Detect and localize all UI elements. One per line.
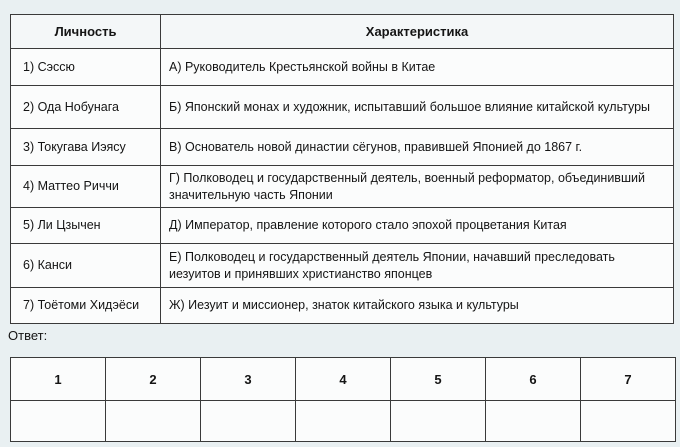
answer-label: Ответ:	[8, 328, 48, 343]
table-row	[11, 86, 674, 129]
answer-number: 5	[391, 358, 486, 401]
answer-cell-7[interactable]	[581, 401, 676, 442]
answer-number-row	[11, 358, 676, 401]
characteristic-cell: Е) Полководец и государственный деятель Японии, начавший преследовать иезуитов и принявших христианство японцев	[161, 244, 674, 288]
answer-grid	[10, 357, 676, 442]
table-row	[11, 288, 674, 324]
characteristic-cell: Г) Полководец и государственный деятель, военный реформатор, объединивший значительную часть Японии	[161, 166, 674, 208]
characteristic-cell: Б) Японский монах и художник, испытавший большое влияние китайской культуры	[161, 86, 674, 129]
answer-cell-3[interactable]	[201, 401, 296, 442]
table-row	[11, 208, 674, 244]
answer-input-row	[11, 401, 676, 442]
characteristic-cell: Д) Император, правление которого стало эпохой процветания Китая	[161, 208, 674, 244]
table-row	[11, 129, 674, 166]
table-header-row	[11, 15, 674, 49]
answer-number: 3	[201, 358, 296, 401]
characteristic-cell: А) Руководитель Крестьянской войны в Китае	[161, 49, 674, 86]
table-row	[11, 49, 674, 86]
answer-number: 4	[296, 358, 391, 401]
header-person: Личность	[11, 15, 161, 49]
person-cell: 4) Маттео Риччи	[11, 166, 161, 208]
answer-number: 2	[106, 358, 201, 401]
answer-cell-2[interactable]	[106, 401, 201, 442]
characteristic-cell: Ж) Иезуит и миссионер, знаток китайского языка и культуры	[161, 288, 674, 324]
person-cell: 1) Сэссю	[11, 49, 161, 86]
answer-cell-5[interactable]	[391, 401, 486, 442]
characteristic-cell: В) Основатель новой династии сёгунов, правившей Японией до 1867 г.	[161, 129, 674, 166]
person-cell: 3) Токугава Иэясу	[11, 129, 161, 166]
answer-cell-1[interactable]	[11, 401, 106, 442]
table-row	[11, 244, 674, 288]
answer-cell-6[interactable]	[486, 401, 581, 442]
person-cell: 5) Ли Цзычен	[11, 208, 161, 244]
person-cell: 7) Тоётоми Хидэёси	[11, 288, 161, 324]
header-characteristic: Характеристика	[161, 15, 674, 49]
answer-number: 6	[486, 358, 581, 401]
person-cell: 6) Канси	[11, 244, 161, 288]
answer-number: 7	[581, 358, 676, 401]
answer-number: 1	[11, 358, 106, 401]
matching-table	[10, 14, 674, 324]
table-row	[11, 166, 674, 208]
answer-cell-4[interactable]	[296, 401, 391, 442]
person-cell: 2) Ода Нобунага	[11, 86, 161, 129]
